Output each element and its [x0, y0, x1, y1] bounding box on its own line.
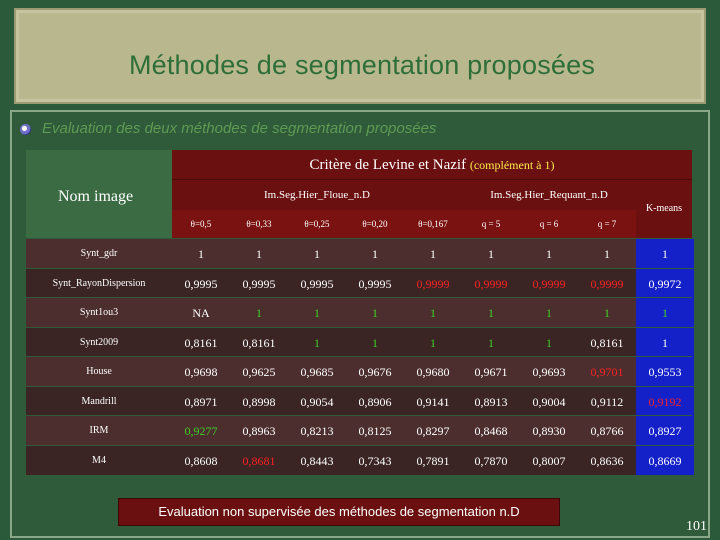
table-cell: 1	[172, 239, 230, 268]
table-cell: 0,8913	[462, 387, 520, 416]
table-cell: 0,9693	[520, 357, 578, 386]
name-header-cell	[26, 150, 172, 238]
table-cell: 0,9676	[346, 357, 404, 386]
table-cell: 0,8906	[346, 387, 404, 416]
table-cell: 0,9685	[288, 357, 346, 386]
table-cell: 0,7343	[346, 446, 404, 475]
table-cell: 0,8161	[230, 328, 288, 357]
table-cell: 1	[288, 298, 346, 327]
table-cell: 0,9054	[288, 387, 346, 416]
table-cell: 1	[288, 328, 346, 357]
table-cell: 0,8636	[578, 446, 636, 475]
subheader-6: q = 6	[520, 210, 578, 238]
table-cell: 0,7870	[462, 446, 520, 475]
bullet-text: Evaluation des deux méthodes de segmentation proposées	[42, 120, 437, 137]
row-name: Synt1ou3	[26, 298, 172, 327]
table-cell: 1	[520, 328, 578, 357]
row-name: Synt2009	[26, 328, 172, 357]
table-cell: 1	[404, 239, 462, 268]
row-name: Synt_gdr	[26, 239, 172, 268]
title-band	[14, 8, 706, 104]
page-number: 101	[686, 519, 707, 534]
name-header: Nom image	[58, 188, 134, 205]
table-cell: 0,9112	[578, 387, 636, 416]
table-row	[26, 268, 692, 298]
table-cell: 0,8608	[172, 446, 230, 475]
table-cell: 0,8963	[230, 416, 288, 445]
table-cell: 1	[404, 298, 462, 327]
subheader-5: q = 5	[462, 210, 520, 238]
bullet-line	[14, 120, 694, 142]
table-cell: 0,9553	[636, 357, 694, 386]
table-cell: 1	[346, 298, 404, 327]
row-name: House	[26, 357, 172, 386]
row-name: Synt_RayonDispersion	[26, 269, 172, 298]
table-cell: 0,7891	[404, 446, 462, 475]
subheader-1: θ=0,33	[230, 210, 288, 238]
table-cell: 0,9698	[172, 357, 230, 386]
table-cell: 1	[636, 328, 694, 357]
table-cell: 0,9701	[578, 357, 636, 386]
table-cell: 1	[636, 239, 694, 268]
table-cell: 0,9192	[636, 387, 694, 416]
table-cell: 0,9995	[346, 269, 404, 298]
method1-header: Im.Seg.Hier_Floue_n.D	[172, 180, 462, 210]
bullet-icon	[20, 124, 31, 135]
table-cell: 1	[578, 239, 636, 268]
table-cell: 0,8161	[172, 328, 230, 357]
table-cell: 0,9671	[462, 357, 520, 386]
table-cell: 0,9999	[404, 269, 462, 298]
subheader-4: θ=0,167	[404, 210, 462, 238]
table-cell: 1	[462, 298, 520, 327]
subheader-3: θ=0,20	[346, 210, 404, 238]
table-row	[26, 415, 692, 445]
table-cell: 1	[462, 239, 520, 268]
table-cell: 0,8468	[462, 416, 520, 445]
table-cell: 0,8927	[636, 416, 694, 445]
table-cell: 1	[520, 298, 578, 327]
table-cell: 0,9972	[636, 269, 694, 298]
method2-header: Im.Seg.Hier_Requant_n.D	[462, 180, 636, 210]
criterion-subtitle: (complément à 1)	[469, 158, 555, 172]
table-row	[26, 238, 692, 268]
table-cell: 1	[520, 239, 578, 268]
table-cell: 1	[346, 328, 404, 357]
table-cell: 0,9999	[578, 269, 636, 298]
table-cell: 1	[230, 239, 288, 268]
table-cell: NA	[172, 298, 230, 327]
table-cell: 0,8998	[230, 387, 288, 416]
table-cell: 0,8766	[578, 416, 636, 445]
table-cell: 0,8007	[520, 446, 578, 475]
table-cell: 0,8669	[636, 446, 694, 475]
row-name: M4	[26, 446, 172, 475]
table-cell: 0,9999	[520, 269, 578, 298]
table-row	[26, 356, 692, 386]
criterion-header	[172, 150, 692, 180]
table-cell: 1	[404, 328, 462, 357]
table-cell: 0,9995	[230, 269, 288, 298]
table-row	[26, 386, 692, 416]
table-row	[26, 297, 692, 327]
table-cell: 0,8297	[404, 416, 462, 445]
table-cell: 1	[346, 239, 404, 268]
subheader-7: q = 7	[578, 210, 636, 238]
table-cell: 0,8930	[520, 416, 578, 445]
row-name: Mandrill	[26, 387, 172, 416]
table-cell: 0,8213	[288, 416, 346, 445]
table-cell: 0,8161	[578, 328, 636, 357]
table-cell: 0,8971	[172, 387, 230, 416]
subheader-2: θ=0,25	[288, 210, 346, 238]
table-cell: 0,9995	[172, 269, 230, 298]
kmeans-header: K-means	[636, 180, 692, 238]
table-cell: 1	[636, 298, 694, 327]
table-cell: 0,9999	[462, 269, 520, 298]
slide-title: Méthodes de segmentation proposées	[128, 50, 596, 80]
slide-caption: Evaluation non supervisée des méthodes de segmentation n.D	[118, 498, 560, 526]
table-cell: 0,9625	[230, 357, 288, 386]
table-cell: 0,8125	[346, 416, 404, 445]
table-cell: 0,9995	[288, 269, 346, 298]
table-row	[26, 327, 692, 357]
table-cell: 1	[578, 298, 636, 327]
table-row	[26, 445, 692, 475]
subheader-0: θ=0,5	[172, 210, 230, 238]
table-cell: 1	[288, 239, 346, 268]
criterion-title: Critère de Levine et Nazif	[309, 157, 467, 173]
table-cell: 0,9277	[172, 416, 230, 445]
table-cell: 1	[462, 328, 520, 357]
table-cell: 0,8443	[288, 446, 346, 475]
table-cell: 0,8681	[230, 446, 288, 475]
table-cell: 1	[230, 298, 288, 327]
table-cell: 0,9141	[404, 387, 462, 416]
table-cell: 0,9680	[404, 357, 462, 386]
row-name: IRM	[26, 416, 172, 445]
table-cell: 0,9004	[520, 387, 578, 416]
